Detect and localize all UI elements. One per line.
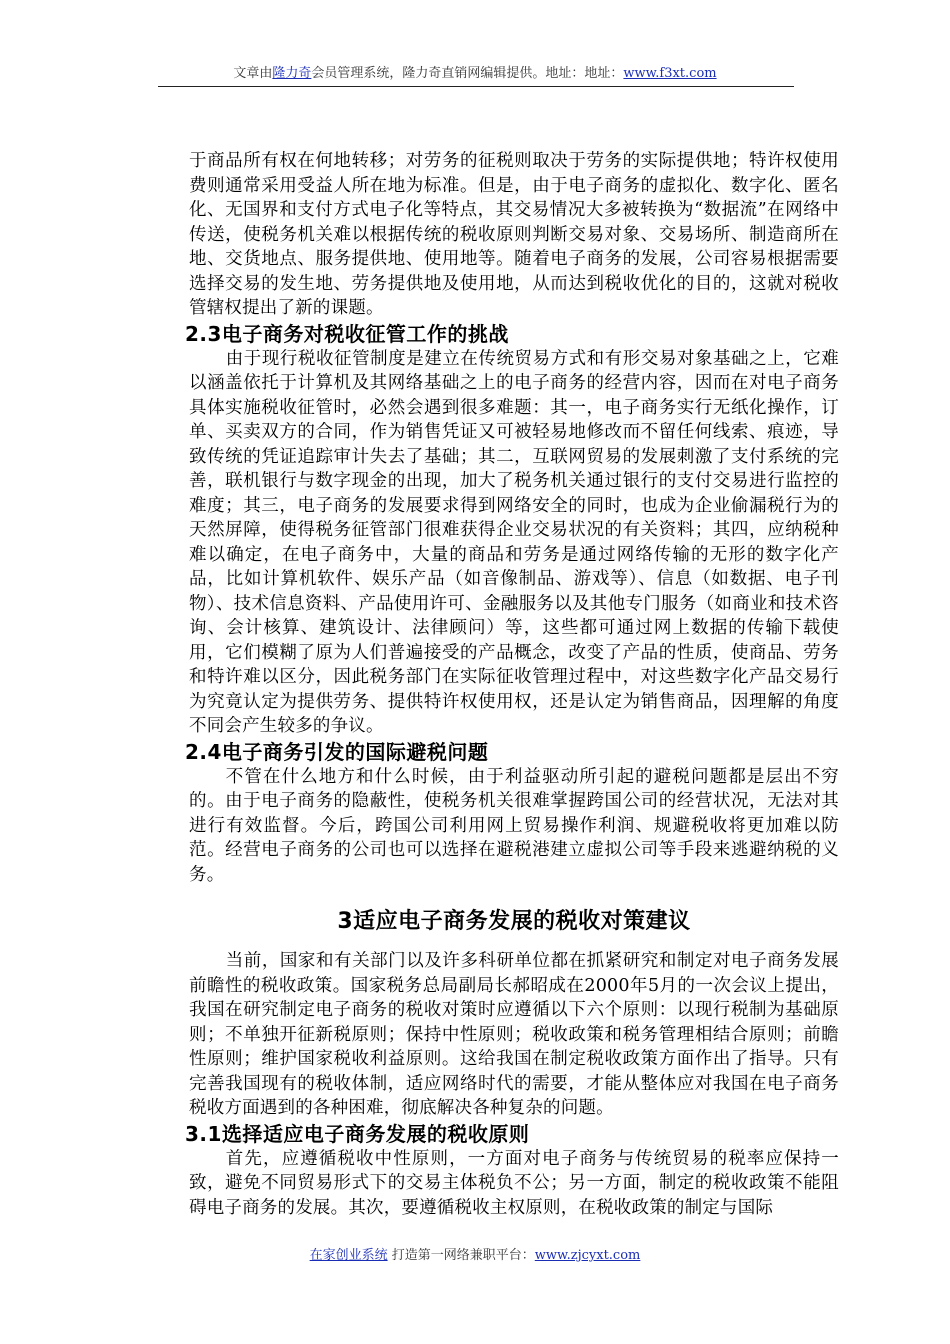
footer-middle-text: 打造第一网络兼职平台： [387, 1248, 535, 1263]
section-heading-2-4: 2.4电子商务引发的国际避税问题 [185, 739, 489, 764]
document-body [185, 149, 839, 1220]
page-footer [0, 1246, 950, 1266]
paragraph-tax-collection-challenges: 由于现行税收征管制度是建立在传统贸易方式和有形交易对象基础之上，它难以涵盖依托于计算机及其网络基础之上的电子商务的经营内容，因而在对电子商务具体实施税收征管时，必然会遇到很多难题：其一，电子商务实行无纸化操作，订单、买卖双方的合同，作为销售凭证又可被轻易地修改而不留任何线索、痕迹，导致传统的凭证追踪审计失去了基础；其二，互联网贸易的发展刺激了支付系统的完善，联机银行与数字现金的出现，加大了税务机关通过银行的支付交易进行监控的难度；其三，电子商务的发展要求得到网络安全的同时，也成为企业偷漏税行为的天然屏障，使得税务征管部门很难获得企业交易状况的有关资料；其四，应纳税种难以确定，在电子商务中，大量的商品和劳务是通过网络传输的无形的数字化产品，比如计算机软件、娱乐产品（如音像制品、游戏等）、信息（如数据、电子刊物）、技术信息资料、产品使用许可、金融服务以及其他专门服务（如商业和技术咨询、会计核算、建筑设计、法律顾问）等，这些都可通过网上数据的传输下载使用，它们模糊了原为人们普遍接受的产品概念，改变了产品的性质，使商品、劳务和特许难以区分，因此税务部门在实际征收管理过程中，对这些数字化产品交易行为究竟认定为提供劳务、提供特许权使用权，还是认定为销售商品，因理解的角度不同会产生较多的争议。 [189, 348, 839, 736]
footer-link-home-business[interactable]: 在家创业系统 [309, 1248, 388, 1263]
footer-link-site[interactable]: www.zjcyxt.com [534, 1248, 641, 1263]
section-heading-3-1: 3.1选择适应电子商务发展的税收原则 [185, 1121, 530, 1146]
header-link-site[interactable]: www.f3xt.com [623, 66, 717, 81]
chapter-heading-3: 3适应电子商务发展的税收对策建议 [337, 909, 691, 934]
header-prefix: 文章由 [233, 66, 273, 81]
section-heading-2-3: 2.3电子商务对税收征管工作的挑战 [185, 321, 509, 346]
header-middle-text: 会员管理系统，隆力奇直销网编辑提供。地址：地址： [311, 66, 624, 81]
paragraph-policy-principles: 当前，国家和有关部门以及许多科研单位都在抓紧研究和制定对电子商务发展前瞻性的税收政策。国家税务总局副局长郝昭成在2000年5月的一次会议上提出，我国在研究制定电子商务的税收对策时应遵循以下六个原则：以现行税制为基础原则；不单独开征新税原则；保持中性原则；税收政策和税务管理相结合原则；前瞻性原则；维护国家税收利益原则。这给我国在制定税收政策方面作出了指导。只有完善我国现有的税收体制，适应网络时代的需要，才能从整体应对我国在电子商务税收方面遇到的各种困难，彻底解决各种复杂的问题。 [189, 951, 839, 1118]
paragraph-tax-jurisdiction: 于商品所有权在何地转移；对劳务的征税则取决于劳务的实际提供地；特许权使用费则通常采用受益人所在地为标准。但是，由于电子商务的虚拟化、数字化、匿名化、无国界和支付方式电子化等特点，其交易情况大多被转换为“数据流”在网络中传送，使税务机关难以根据传统的税收原则判断交易对象、交易场所、制造商所在地、交货地点、服务提供地、使用地等。随着电子商务的发展，公司容易根据需要选择交易的发生地、劳务提供地及使用地，从而达到税收优化的目的，这就对税收管辖权提出了新的课题。 [189, 151, 839, 318]
header-divider [158, 86, 794, 87]
paragraph-neutrality-principle: 首先，应遵循税收中性原则，一方面对电子商务与传统贸易的税率应保持一致，避免不同贸易形式下的交易主体税负不公；另一方面，制定的税收政策不能阻碍电子商务的发展。其次，要遵循税收主权原则，在税收政策的制定与国际 [189, 1148, 839, 1218]
header-link-longliqi[interactable]: 隆力奇 [272, 66, 312, 81]
paragraph-tax-avoidance: 不管在什么地方和什么时候，由于利益驱动所引起的避税问题都是层出不穷的。由于电子商务的隐蔽性，使税务机关很难掌握跨国公司的经营状况，无法对其进行有效监督。今后，跨国公司利用网上贸易操作利润、规避税收将更加难以防范。经营电子商务的公司也可以选择在避税港建立虚拟公司等手段来逃避纳税的义务。 [189, 766, 839, 885]
page-header [0, 64, 950, 84]
